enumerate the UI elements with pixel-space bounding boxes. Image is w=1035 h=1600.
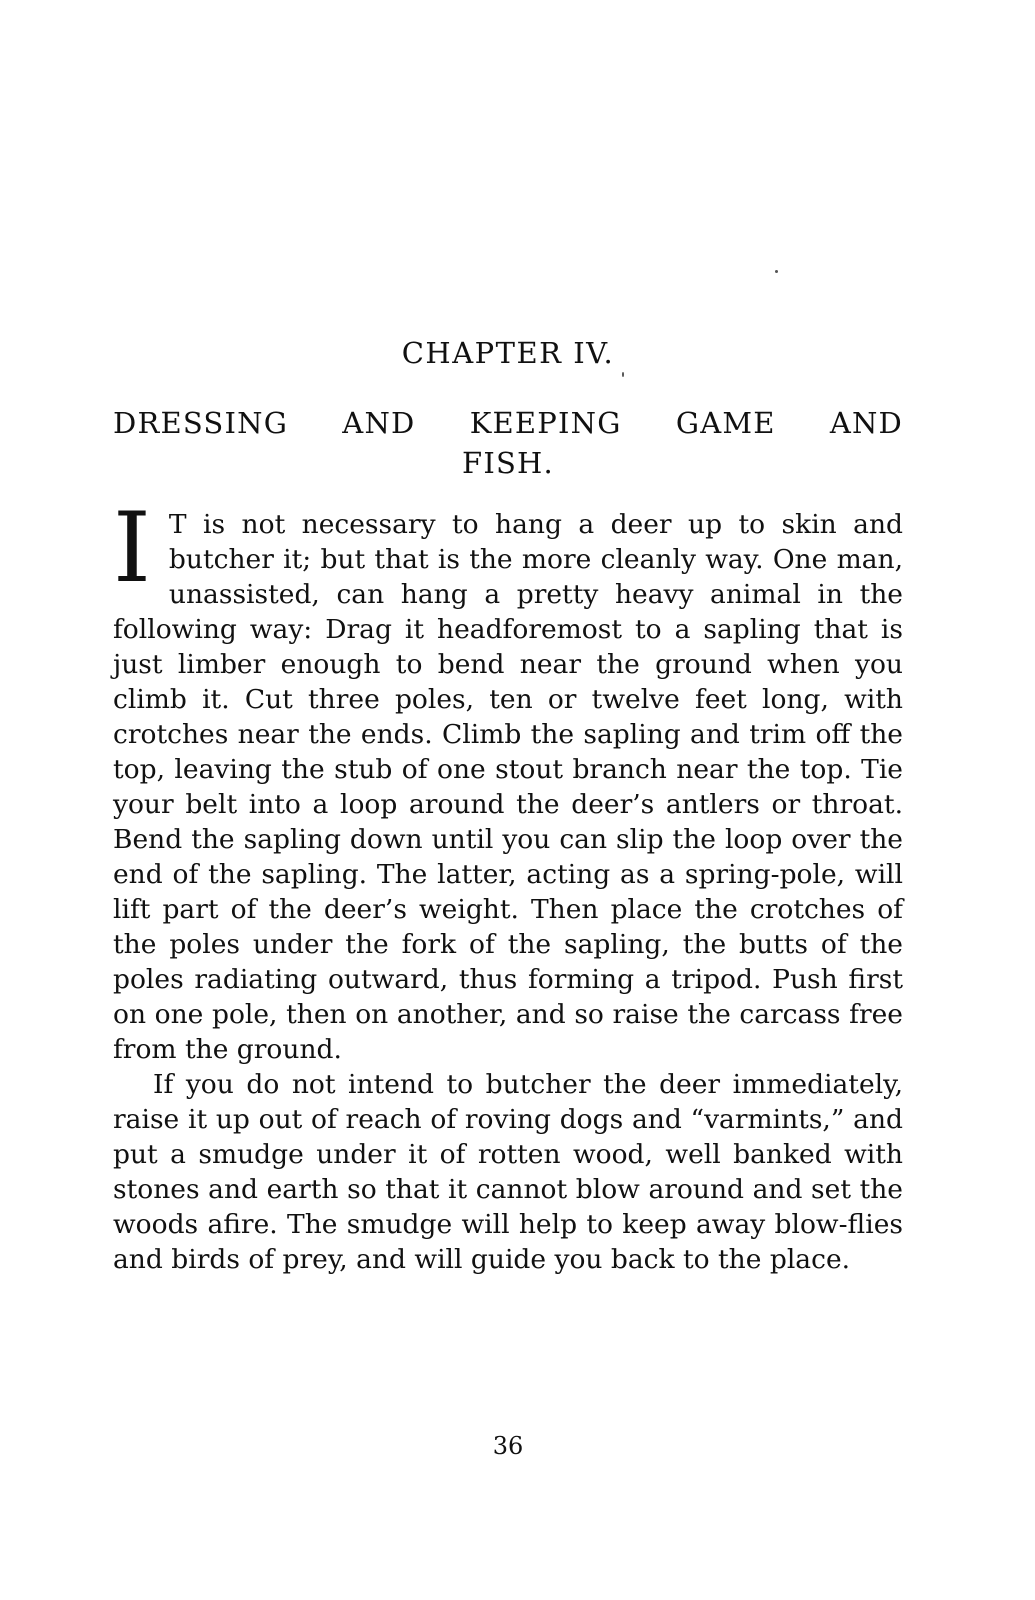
chapter-body xyxy=(113,492,903,1277)
print-speck xyxy=(622,372,624,377)
print-speck xyxy=(775,270,778,273)
chapter-title xyxy=(113,403,903,483)
chapter-title-line-2: FISH. xyxy=(462,446,554,480)
chapter-title-line-1: DRESSING AND KEEPING GAME AND xyxy=(113,406,903,440)
paragraph-1-text: T is not necessary to hang a deer up to skin and butcher it; but that is the more cleanly way. One man, unassisted, can hang a pretty heavy animal in the following way: Drag it headforemost to a sapling that is just limber enough to bend near the ground when you climb it. Cut three poles, ten or twelve feet long, with crotches near the ends. Climb the sapling and trim off the top, leaving the stub of one stout branch near the top. Tie your belt into a loop around the deer’s antlers or throat. Bend the sapling down until you can slip the loop over the end of the sapling. The latter, acting as a spring-pole, will lift part of the deer’s weight. Then place the crotches of the poles under the fork of the sapling, the butts of the poles radiating outward, thus forming a tripod. Push first on one pole, then on another, and so raise the carcass free from the ground. xyxy=(113,509,903,1065)
chapter-number: CHAPTER IV. xyxy=(401,336,615,370)
page-number: 36 xyxy=(492,1432,524,1460)
book-page xyxy=(113,0,903,1600)
paragraph-2: If you do not intend to butcher the deer immediately, raise it up out of reach of roving dogs and “varmints,” and put a smudge under it of rotten wood, well banked with stones and earth so that it cannot blow around and set the woods afire. The smudge will help to keep away blow-flies and birds of prey, and will guide you back to the place. xyxy=(113,1069,903,1275)
paragraph-1 xyxy=(113,492,903,1067)
drop-cap: I xyxy=(113,492,151,604)
